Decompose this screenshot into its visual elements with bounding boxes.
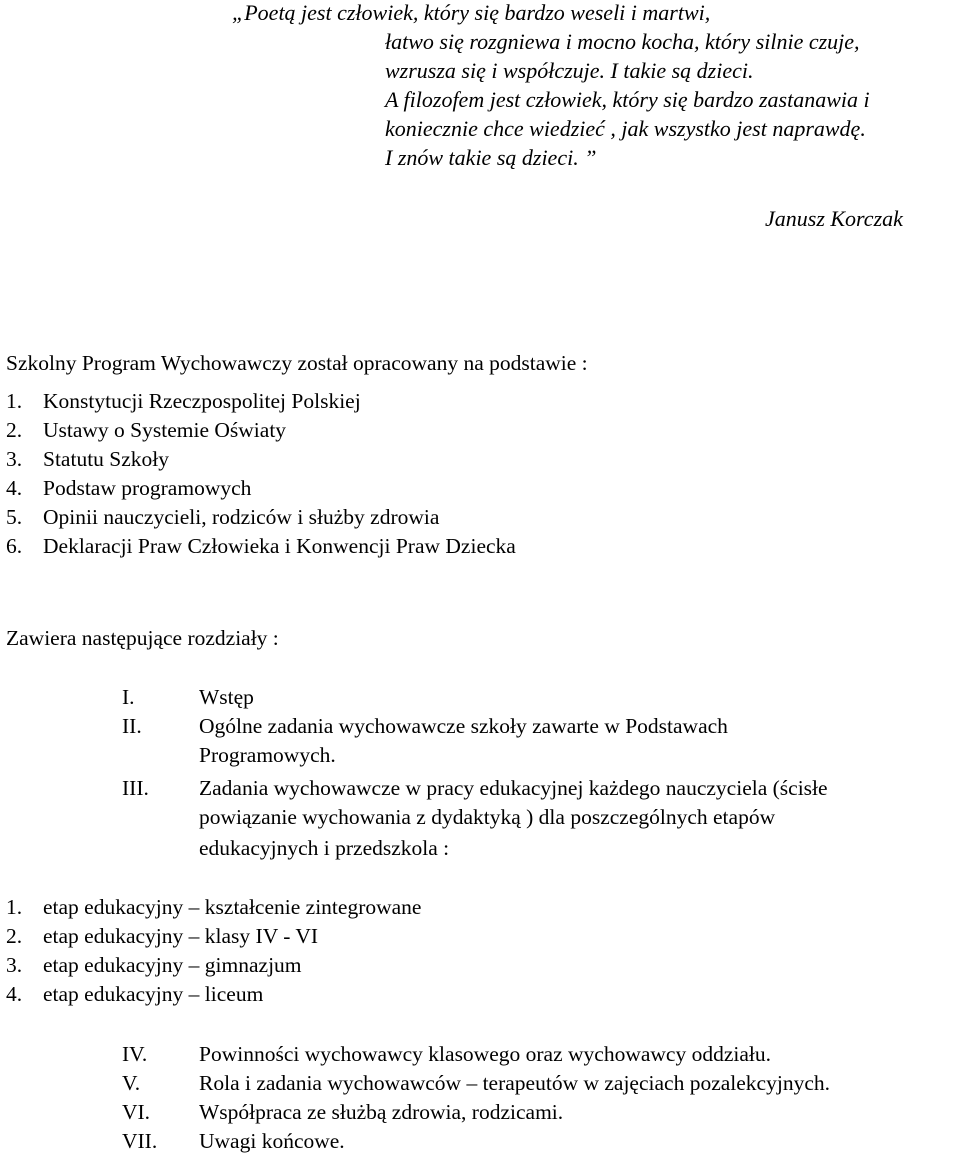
chapter-number: VI.	[122, 1100, 151, 1124]
chapter-number: I.	[122, 685, 135, 709]
list-number: 2.	[6, 418, 23, 442]
list-text: Deklaracji Praw Człowieka i Konwencji Praw Dziecka	[43, 534, 516, 558]
chapter-number: VII.	[122, 1129, 158, 1153]
chapter-title: Wstęp	[199, 685, 254, 709]
chapters-heading: Zawiera następujące rozdziały :	[6, 626, 279, 650]
chapter-title: Programowych.	[199, 743, 336, 767]
quote-line: wzrusza się i współczuje. I takie są dzieci.	[385, 58, 754, 83]
list-number: 4.	[6, 476, 23, 500]
stage-text: etap edukacyjny – liceum	[43, 982, 264, 1006]
chapter-title: Ogólne zadania wychowawcze szkoły zawarte w Podstawach	[199, 714, 728, 738]
stage-number: 1.	[6, 895, 23, 919]
list-number: 3.	[6, 447, 23, 471]
stage-item	[6, 951, 302, 980]
list-item	[6, 445, 170, 474]
quote-line: I znów takie są dzieci. ”	[385, 145, 597, 170]
list-item	[6, 474, 252, 503]
quote-line: koniecznie chce wiedzieć , jak wszystko jest naprawdę.	[385, 116, 866, 141]
chapter-title: Rola i zadania wychowawców – terapeutów w zajęciach pozalekcyjnych.	[199, 1071, 830, 1095]
list-number: 1.	[6, 389, 23, 413]
chapter-title: Uwagi końcowe.	[199, 1129, 345, 1153]
stage-number: 2.	[6, 924, 23, 948]
list-text: Konstytucji Rzeczpospolitej Polskiej	[43, 389, 361, 413]
stage-item	[6, 980, 264, 1009]
list-item	[6, 416, 287, 445]
stage-text: etap edukacyjny – klasy IV - VI	[43, 924, 319, 948]
chapter-number: V.	[122, 1071, 141, 1095]
basis-heading: Szkolny Program Wychowawczy został opracowany na podstawie :	[6, 351, 588, 375]
chapter-title: edukacyjnych i przedszkola :	[199, 836, 450, 860]
chapter-title: Powinności wychowawcy klasowego oraz wychowawcy oddziału.	[199, 1042, 771, 1066]
list-item	[6, 532, 516, 561]
chapter-number: IV.	[122, 1042, 148, 1066]
list-text: Opinii nauczycieli, rodziców i służby zdrowia	[43, 505, 440, 529]
stage-item	[6, 893, 422, 922]
list-text: Ustawy o Systemie Oświaty	[43, 418, 287, 442]
stage-number: 4.	[6, 982, 23, 1006]
quote-line: A filozofem jest człowiek, który się bardzo zastanawia i	[385, 87, 870, 112]
quote-line: „Poetą jest człowiek, który się bardzo weseli i martwi,	[232, 0, 711, 25]
stage-text: etap edukacyjny – gimnazjum	[43, 953, 302, 977]
chapter-number: III.	[122, 776, 149, 800]
chapter-title: Zadania wychowawcze w pracy edukacyjnej każdego nauczyciela (ścisłe	[199, 776, 828, 800]
list-text: Podstaw programowych	[43, 476, 252, 500]
list-number: 5.	[6, 505, 23, 529]
list-item	[6, 387, 361, 416]
quote-author: Janusz Korczak	[765, 206, 903, 231]
stage-item	[6, 922, 319, 951]
chapter-number: II.	[122, 714, 142, 738]
stage-number: 3.	[6, 953, 23, 977]
list-text: Statutu Szkoły	[43, 447, 170, 471]
stage-text: etap edukacyjny – kształcenie zintegrowane	[43, 895, 422, 919]
chapter-title: powiązanie wychowania z dydaktyką ) dla poszczególnych etapów	[199, 805, 776, 829]
chapter-title: Współpraca ze służbą zdrowia, rodzicami.	[199, 1100, 564, 1124]
list-item	[6, 503, 440, 532]
quote-line: łatwo się rozgniewa i mocno kocha, który silnie czuje,	[385, 29, 860, 54]
list-number: 6.	[6, 534, 23, 558]
